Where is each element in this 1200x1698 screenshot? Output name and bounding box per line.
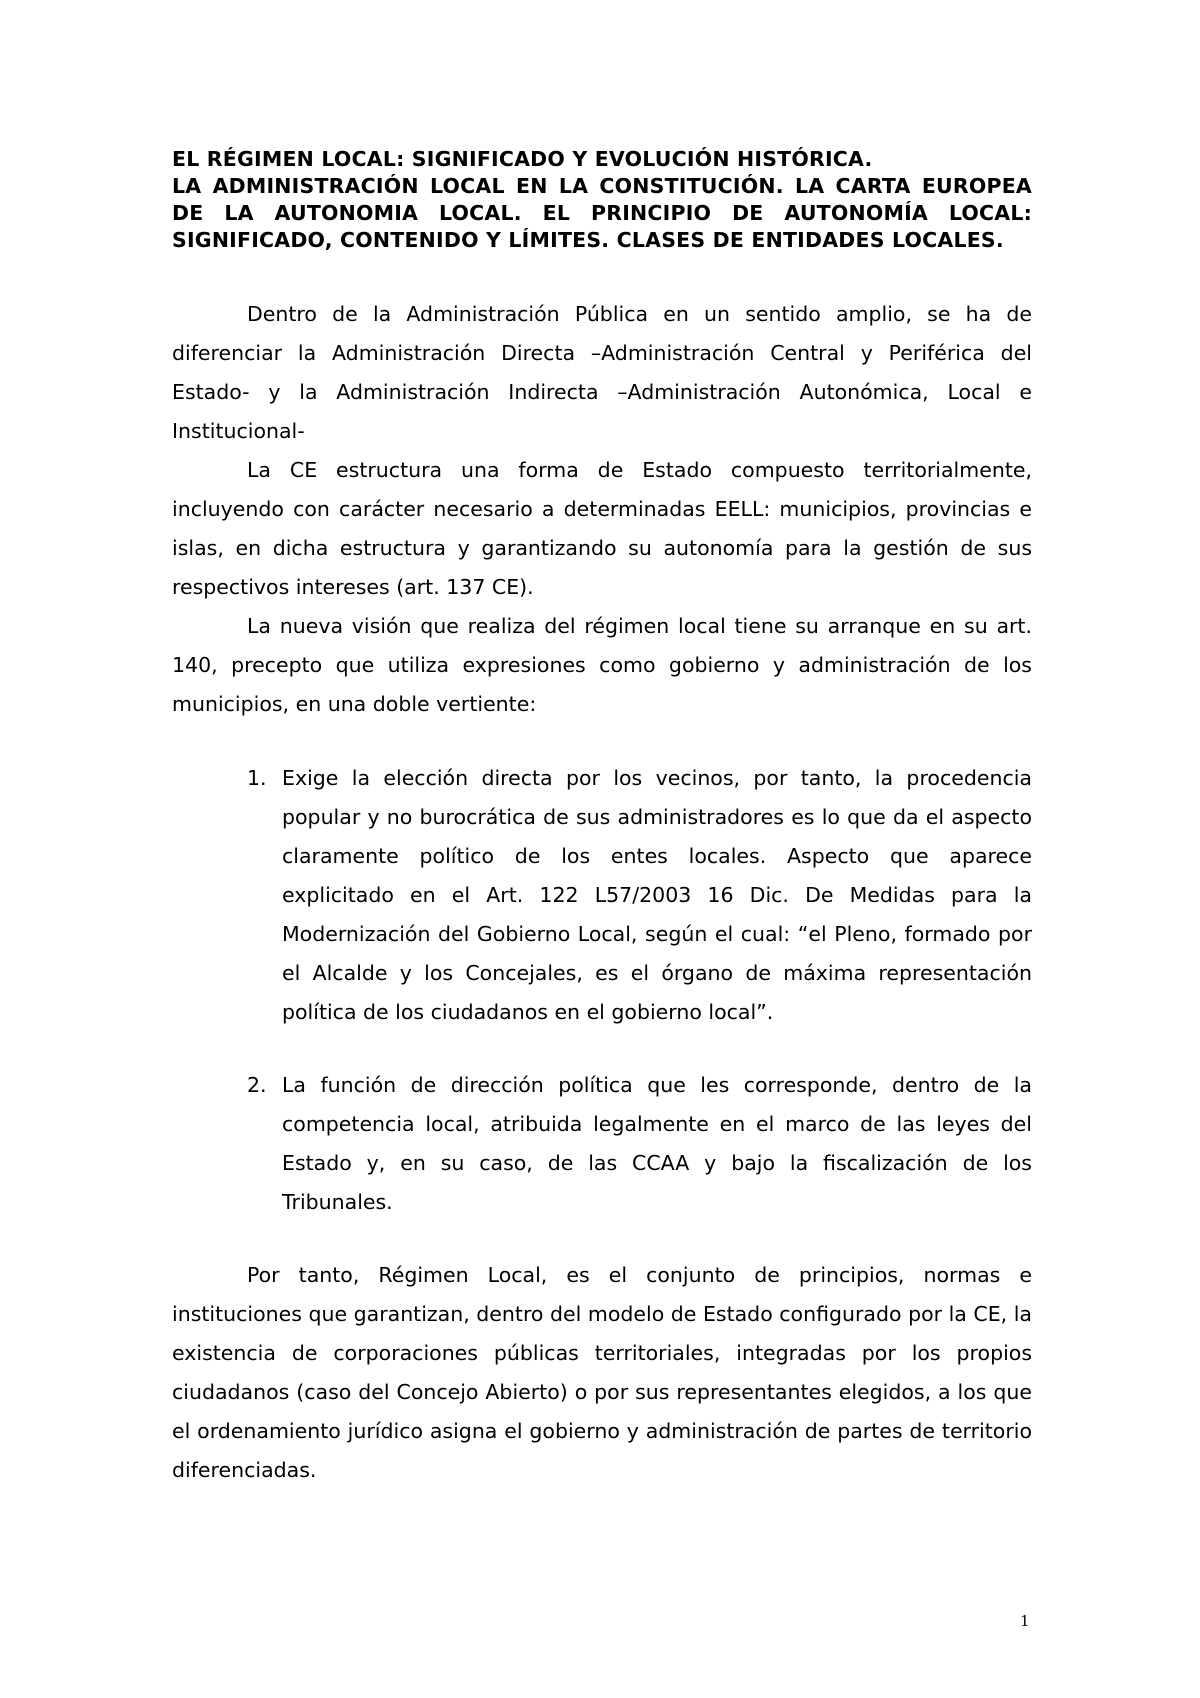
list-item-text: La función de dirección política que les corresponde, dentro de la competencia local, atribuida legalmente en el marco de las leyes del Estado y, en su caso, de las CCAA y bajo la fiscalización de los Tribunales.: [282, 1073, 1032, 1214]
page-number: 1: [1020, 1612, 1030, 1630]
closing-paragraph: Por tanto, Régimen Local, es el conjunto de principios, normas e instituciones que garantizan, dentro del modelo de Estado configurado por la CE, la existencia de corporaciones públicas territoriales, integradas por los propios ciudadanos (caso del Concejo Abierto) o por sus representantes elegidos, a los que el ordenamiento jurídico asigna el gobierno y administración de partes de territorio diferenciadas.: [172, 1263, 1032, 1482]
document-body: [172, 295, 1032, 1490]
paragraph-2: La CE estructura una forma de Estado compuesto territorialmente, incluyendo con carácter necesario a determinadas EELL: municipios, provincias e islas, en dicha estructura y garantizando su autonomía para la gestión de sus respectivos intereses (art. 137 CE).: [172, 458, 1032, 599]
list-item: [172, 759, 1032, 1032]
numbered-list: [172, 759, 1032, 1222]
list-item-text: Exige la elección directa por los vecinos, por tanto, la procedencia popular y no burocrática de sus administradores es lo que da el aspecto claramente político de los entes locales. Aspecto que aparece explicitado en el Art. 122 L57/2003 16 Dic. De Medidas para la Modernización del Gobierno Local, según el cual: “el Pleno, formado por el Alcalde y los Concejales, es el órgano de máxima representación política de los ciudadanos en el gobierno local”.: [282, 766, 1032, 1024]
list-item-number: 1.: [247, 766, 267, 790]
document-title: [172, 146, 1032, 254]
list-item: [172, 1066, 1032, 1222]
paragraph-1: Dentro de la Administración Pública en un sentido amplio, se ha de diferenciar la Administración Directa –Administración Central y Periférica del Estado- y la Administración Indirecta –Administración Autonómica, Local e Institucional-: [172, 302, 1032, 443]
paragraph-3: La nueva visión que realiza del régimen local tiene su arranque en su art. 140, precepto que utiliza expresiones como gobierno y administración de los municipios, en una doble vertiente:: [172, 614, 1032, 716]
title-line-2: LA ADMINISTRACIÓN LOCAL EN LA CONSTITUCIÓN. LA CARTA EUROPEA DE LA AUTONOMIA LOCAL. EL PRINCIPIO DE AUTONOMÍA LOCAL: SIGNIFICADO, CONTENIDO Y LÍMITES. CLASES DE ENTIDADES LOCALES.: [172, 174, 1032, 252]
title-line-1: EL RÉGIMEN LOCAL: SIGNIFICADO Y EVOLUCIÓN HISTÓRICA.: [172, 147, 873, 171]
list-item-number: 2.: [247, 1073, 267, 1097]
